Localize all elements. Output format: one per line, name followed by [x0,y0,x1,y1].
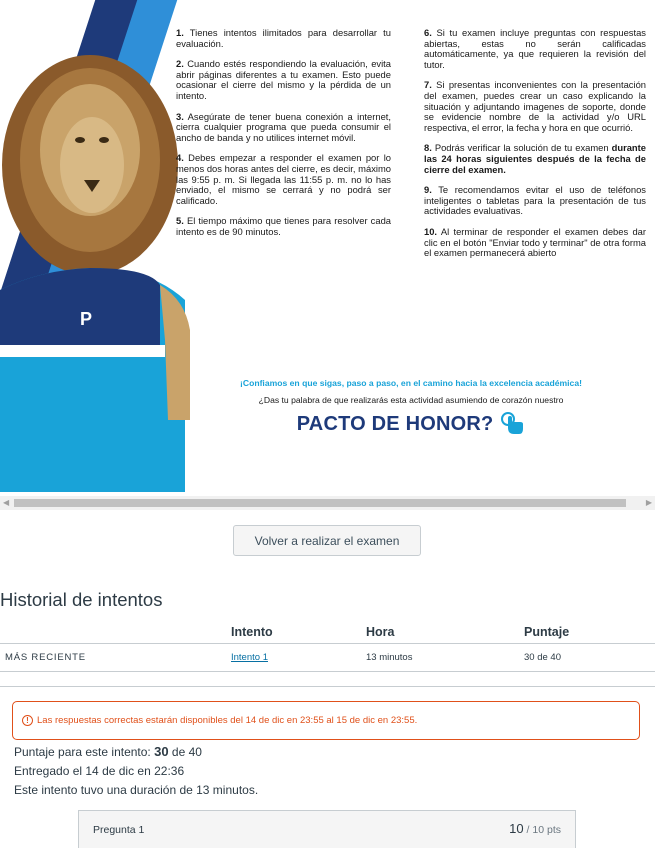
column-header-attempt: Intento [231,625,273,639]
lion-mascot-image [0,0,200,492]
scroll-left-arrow-icon[interactable]: ◀ [3,498,10,507]
instruction-1: 1. Tienes intentos ilimitados para desarrollar tu evaluación. [176,27,391,49]
question-points: 10 / 10 pts [509,821,561,836]
scroll-right-arrow-icon[interactable]: ▶ [645,498,652,507]
submitted-date: Entregado el 14 de dic en 22:36 [14,764,185,778]
section-divider [0,686,655,687]
shirt-logo: P [80,309,93,329]
motivation-text: ¡Confiamos en que sigas, paso a paso, en el camino hacia la excelencia académica! [240,378,582,388]
instruction-6: 6. Si tu examen incluye preguntas con respuestas abiertas, estas no serán calificadas automáticamente, ya que requieren la revisión del tutor. [424,27,646,70]
instruction-7: 7. Si presentas inconvenientes con la presentación del examen, puedes crear un caso explicando la situación y adjuntando imagenes de soporte, donde se evidencie nombre de la actividad y/o URL respectiva, el error, la fecha y hora en que ocurrió. [424,79,646,133]
instructions-right-column [424,28,646,269]
instruction-10: 10. Al terminar de responder el examen debes dar clic en el botón "Enviar todo y terminar" de otra forma el examen permanecerá abierto [424,225,646,259]
instructions-left-column [176,28,391,248]
instruction-4: 4. Debes empezar a responder el examen por lo menos dos horas antes del cierre, es decir, máximo las 9:55 p. m. Si llegada las 11:55 p. m. no lo has enviado, el mismo se cerrará y no podrá ser calificado. [176,152,392,206]
attempt-history-title: Historial de intentos [0,589,163,610]
question-title: Pregunta 1 [93,824,145,836]
attempt-score-line: Puntaje para este intento: 30 de 40 [14,744,202,759]
honor-pact-label: PACTO DE HONOR? [296,413,494,435]
alert-text: Las respuestas correctas estarán disponibles del 14 de dic en 23:55 al 15 de dic en 23:55. [37,715,418,726]
attempt-duration: Este intento tuvo una duración de 13 minutos. [14,783,259,797]
instruction-9: 9. Te recomendamos evitar el uso de teléfonos inteligentes o tabletas para la presentación de tus actividades evaluativas. [424,184,646,217]
scrollbar-thumb[interactable] [14,499,626,507]
warning-icon: ! [22,715,33,726]
attempt-time: 13 minutos [366,652,413,663]
most-recent-label: MÁS RECIENTE [5,652,86,663]
instruction-8: 8. Podrás verificar la solución de tu examen durante las 24 horas siguientes después de la fecha de cierre del examen. [424,142,646,175]
column-header-score: Puntaje [524,625,570,639]
pointer-hand-icon [499,410,525,436]
table-row [0,644,655,672]
history-table-header [0,620,655,644]
honor-pact-heading [176,410,646,436]
answers-availability-alert [12,701,640,740]
question-card [78,810,576,848]
honor-question-text: ¿Das tu palabra de que realizarás esta actividad asumiendo de corazón nuestro [258,395,564,405]
instruction-3: 3. Asegúrate de tener buena conexión a internet, cierra cualquier programa que pueda consumir el ancho de banda y no utilices internet móvil. [176,110,391,143]
score-value: 30 [154,744,169,759]
attempt-score: 30 de 40 [524,652,561,663]
column-header-time: Hora [366,625,395,639]
retake-exam-button[interactable]: Volver a realizar el examen [233,525,421,556]
instruction-5: 5. El tiempo máximo que tienes para resolver cada intento es de 90 minutos. [176,215,392,237]
attempt-1-link[interactable]: Intento 1 [231,652,268,663]
horizontal-scrollbar[interactable] [0,496,655,510]
instruction-2: 2. Cuando estés respondiendo la evaluación, evita abrir páginas diferentes a tu examen. Esto puede ocasionar el cierre del mismo y la pérdida de un intento. [176,58,391,101]
